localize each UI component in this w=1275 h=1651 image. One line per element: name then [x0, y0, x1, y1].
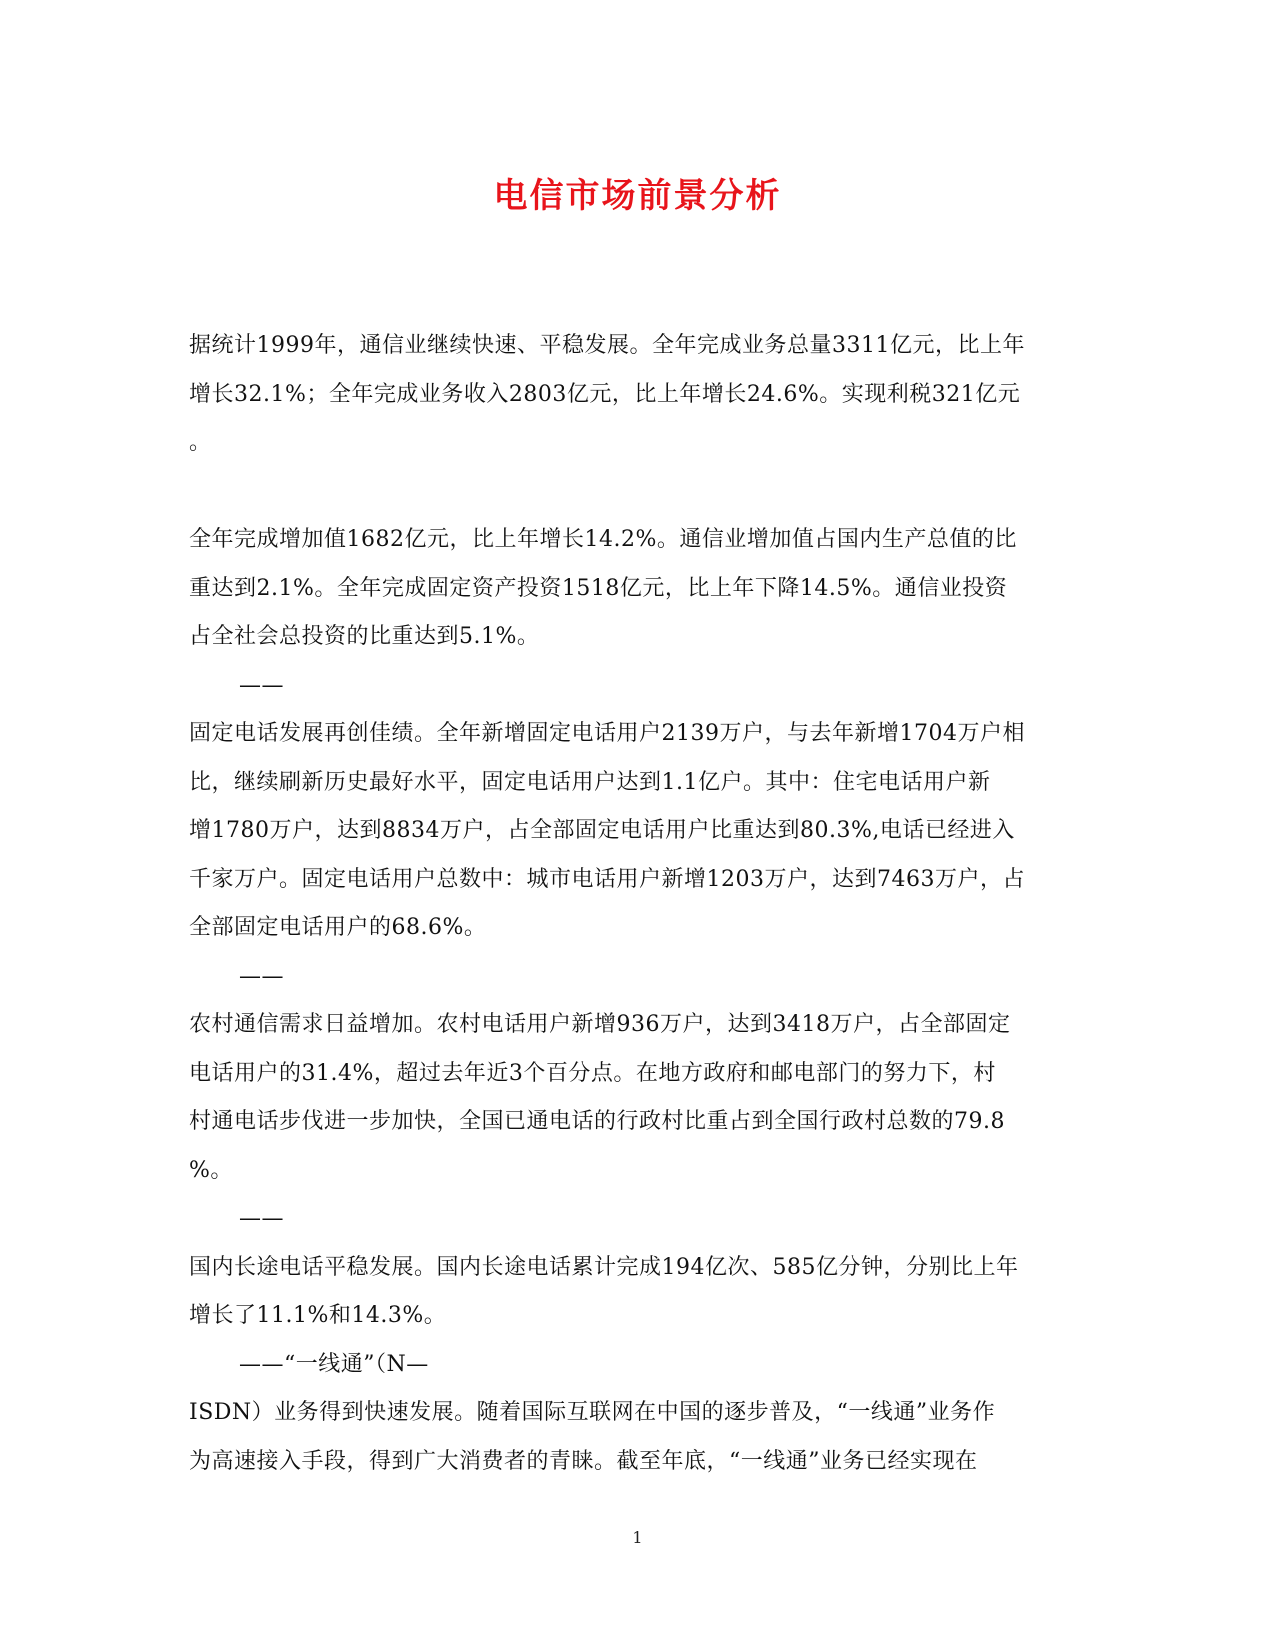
paragraph-line: 为高速接入手段，得到广大消费者的青睐。截至年底，“一线通”业务已经实现在	[189, 1448, 978, 1474]
paragraph-line: 。	[189, 430, 212, 455]
paragraph-line: 电话用户的31.4%，超过去年近3个百分点。在地方政府和邮电部门的努力下，村	[189, 1060, 996, 1086]
paragraph-line: 国内长途电话平稳发展。国内长途电话累计完成194亿次、585亿分钟，分别比上年	[189, 1254, 1019, 1280]
document-body	[189, 322, 1089, 1486]
paragraph-line: 全年完成增加值1682亿元，比上年增长14.2%。通信业增加值占国内生产总值的比	[189, 527, 1017, 552]
dash-separator: ——	[239, 963, 284, 989]
paragraph-line: 占全社会总投资的比重达到5.1%。	[189, 624, 540, 649]
dash-separator: ——	[239, 672, 284, 698]
paragraph-line: 比，继续刷新历史最好水平，固定电话用户达到1.1亿户。其中：住宅电话用户新	[189, 769, 991, 795]
blank-line	[189, 468, 1089, 517]
paragraph-line: 据统计1999年，通信业继续快速、平稳发展。全年完成业务总量3311亿元，比上年	[189, 333, 1025, 358]
paragraph-line: 重达到2.1%。全年完成固定资产投资1518亿元，比上年下降14.5%。通信业投资	[189, 575, 1008, 601]
paragraph-line: 全部固定电话用户的68.6%。	[189, 915, 487, 940]
paragraph-line: 增长32.1%；全年完成业务收入2803亿元，比上年增长24.6%。实现利税321亿元	[189, 381, 1021, 407]
page-number: 1	[632, 1528, 643, 1547]
paragraph-line: 增长了11.1%和14.3%。	[189, 1303, 447, 1328]
paragraph-line: 农村通信需求日益增加。农村电话用户新增936万户，达到3418万户，占全部固定	[189, 1012, 1011, 1037]
paragraph-line: 增1780万户，达到8834万户，占全部固定电话用户比重达到80.3%,电话已经进入	[189, 818, 1015, 843]
paragraph-line: ISDN）业务得到快速发展。随着国际互联网在中国的逐步普及，“一线通”业务作	[189, 1400, 996, 1425]
paragraph-line: 村通电话步伐进一步加快，全国已通电话的行政村比重占到全国行政村总数的79.8	[189, 1109, 1005, 1134]
paragraph-line: 固定电话发展再创佳绩。全年新增固定电话用户2139万户，与去年新增1704万户相	[189, 721, 1025, 746]
document-title: 电信市场前景分析	[493, 176, 782, 216]
paragraph-line: %。	[189, 1157, 233, 1183]
section-lead-line: ——“一线通”（N—	[239, 1351, 429, 1377]
dash-separator: ——	[239, 1206, 284, 1231]
paragraph-line: 千家万户。固定电话用户总数中：城市电话用户新增1203万户，达到7463万户，占	[189, 866, 1025, 892]
